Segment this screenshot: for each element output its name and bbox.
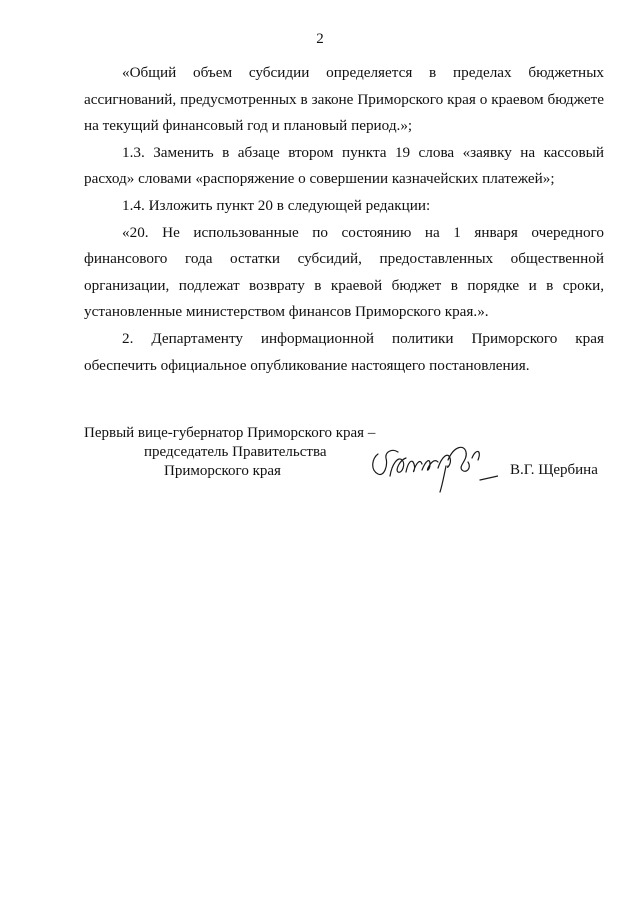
paragraph-item-2: 2. Департаменту информационной политики Приморского края обеспечить официальное опубликование настоящего постановления. (84, 329, 604, 374)
document-body (84, 60, 604, 379)
signer-name: В.Г. Щербина (510, 462, 598, 478)
handwritten-signature (368, 436, 498, 496)
paragraph-item-1-3: 1.3. Заменить в абзаце втором пункта 19 слова «заявку на кассовый расход» словами «распоряжение о совершении казначейских платежей»; (84, 143, 604, 188)
position-line-2: председатель Правительства (144, 444, 327, 460)
signatory-position (84, 424, 384, 481)
paragraph-item-1-4: 1.4. Изложить пункт 20 в следующей редакции: (122, 196, 431, 214)
page-number: 2 (316, 31, 324, 47)
position-line-3: Приморского края (164, 463, 281, 479)
paragraph-item-20: «20. Не использованные по состоянию на 1 января очередного финансового года остатки субсидий, предоставленных общественной организации, подлежат возврату в краевой бюджет в порядке и в сроки, установленные министерством финансов Приморского края.». (84, 223, 604, 321)
position-line-1: Первый вице-губернатор Приморского края – (84, 425, 376, 441)
paragraph-subsidy-volume: «Общий объем субсидии определяется в пределах бюджетных ассигнований, предусмотренных в законе Приморского края о краевом бюджете на текущий финансовый год и плановый период.»; (84, 64, 604, 135)
